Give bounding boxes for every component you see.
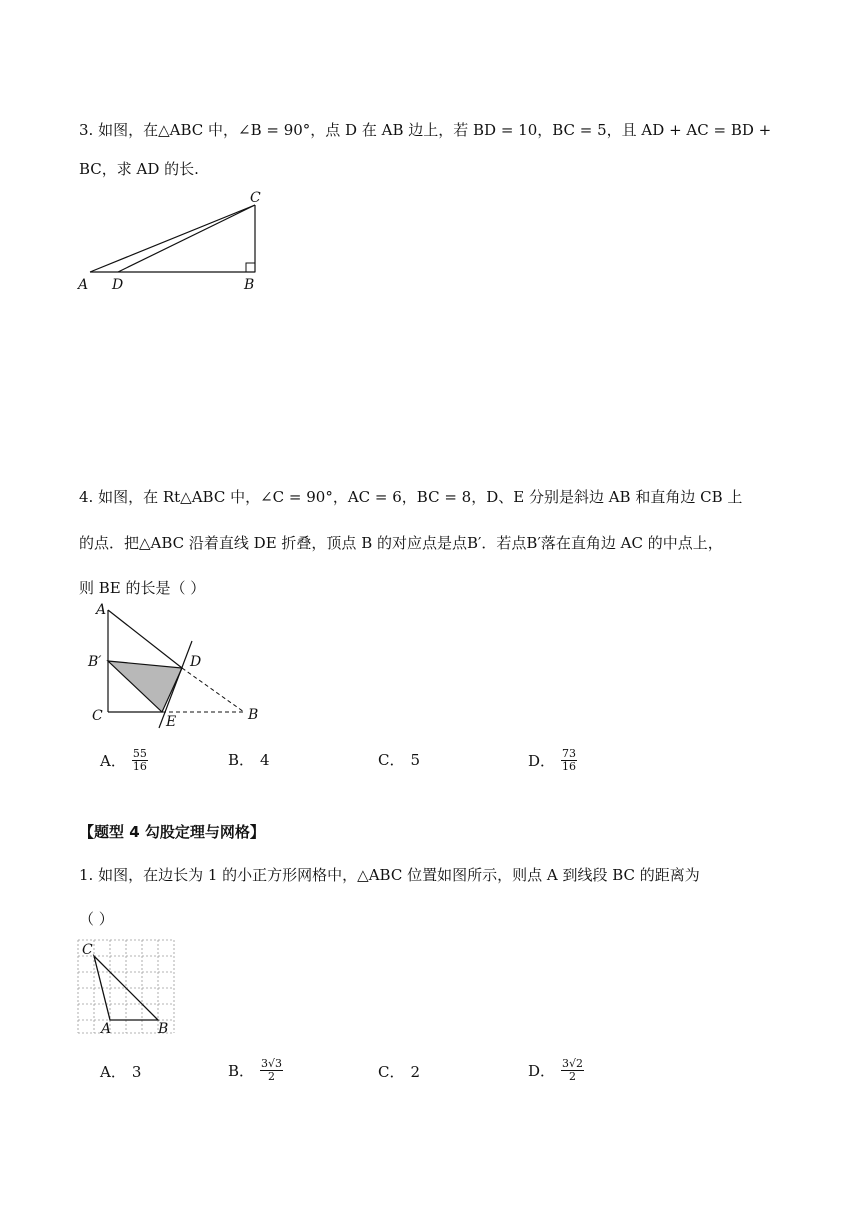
q4-option-a-letter: A．	[100, 751, 126, 770]
q3-side-ac	[90, 205, 255, 272]
q1-option-b[interactable]	[228, 1058, 283, 1083]
q4-option-a-fraction: $\frac{55}{16}$	[132, 747, 147, 773]
q4-label-d: D	[190, 654, 202, 670]
section-heading: 【题型 4 勾股定理与网格】	[79, 823, 265, 841]
q1-label-b: B	[158, 1021, 169, 1036]
q1-option-a[interactable]	[100, 1062, 141, 1082]
q1-option-d[interactable]	[528, 1058, 584, 1083]
q1-option-b-fraction: $\frac{3√3}{2}$	[261, 1057, 283, 1083]
q1-grid-figure	[76, 938, 178, 1036]
q4-side-ad	[108, 610, 182, 668]
q4-option-c-letter: C．	[378, 751, 405, 769]
q1-option-c-value: 2	[410, 1063, 421, 1081]
q4-option-b[interactable]	[228, 750, 270, 770]
q4-fold-figure	[82, 598, 282, 738]
q1-option-b-letter: B．	[228, 1061, 255, 1080]
q4-text-line2: 的点．把△ABC 沿着直线 DE 折叠，顶点 B 的对应点是点B′．若点B′落在直角边 AC 的中点上，	[79, 534, 723, 552]
q3-triangle-figure	[70, 185, 290, 295]
q4-dashed-db	[182, 668, 244, 712]
q3-label-c: C	[250, 190, 261, 206]
q4-option-c[interactable]	[378, 750, 420, 770]
q4-text-line1: 4. 如图，在 Rt△ABC 中，∠C = 90°，AC = 6，BC = 8，D、E 分别是斜边 AB 和直角边 CB 上	[79, 488, 743, 506]
q1-text-line2: （ ）	[79, 910, 114, 928]
q3-label-a: A	[78, 277, 89, 293]
q1-option-d-letter: D．	[528, 1061, 556, 1080]
q1-option-c[interactable]	[378, 1062, 420, 1082]
q4-option-a[interactable]	[100, 748, 148, 773]
q1-label-a: A	[101, 1021, 112, 1036]
q3-label-b: B	[244, 277, 255, 293]
q4-text-line3: 则 BE 的长是（ ）	[79, 579, 206, 597]
q3-label-d: D	[112, 277, 124, 293]
q3-right-angle-mark	[246, 263, 255, 272]
q1-option-a-value: 3	[131, 1063, 142, 1081]
q4-label-a: A	[96, 602, 107, 618]
q4-option-b-value: 4	[260, 751, 270, 769]
q1-text-line1: 1. 如图，在边长为 1 的小正方形网格中，△ABC 位置如图所示，则点 A 到线段 BC 的距离为	[79, 866, 700, 884]
q4-option-b-letter: B．	[228, 751, 255, 769]
q4-option-d-fraction: $\frac{73}{16}$	[562, 747, 577, 773]
q1-option-c-letter: C．	[378, 1063, 405, 1081]
q4-option-c-value: 5	[410, 751, 421, 769]
q3-text-line1: 3. 如图，在△ABC 中，∠B = 90°，点 D 在 AB 边上，若 BD = 10，BC = 5，且 AD + AC = BD +	[79, 121, 772, 139]
q4-option-d-letter: D．	[528, 751, 556, 770]
q4-label-e: E	[166, 714, 177, 730]
q4-label-c: C	[92, 708, 103, 724]
q3-segment-dc	[118, 205, 255, 272]
q1-option-a-letter: A．	[100, 1063, 126, 1081]
q4-label-b: B	[248, 707, 259, 723]
q3-text-line2: BC，求 AD 的长.	[79, 160, 199, 178]
q4-label-bprime: B′	[88, 654, 102, 670]
q1-option-d-fraction: $\frac{3√2}{2}$	[562, 1057, 584, 1083]
q1-label-c: C	[82, 942, 93, 958]
q4-option-d[interactable]	[528, 748, 577, 773]
q4-folded-triangle	[108, 661, 182, 712]
